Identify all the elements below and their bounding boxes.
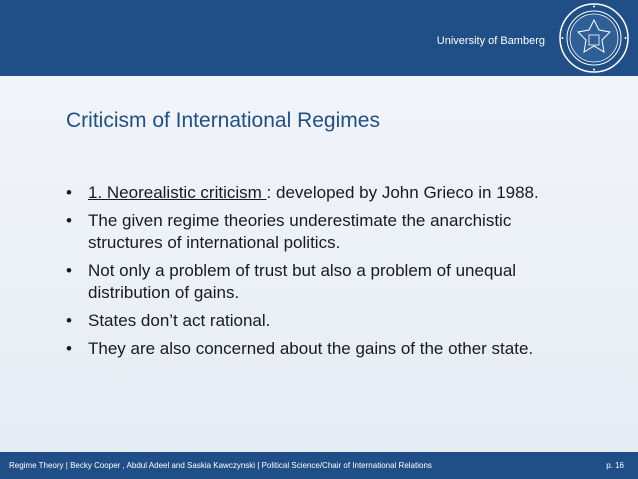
bullet-text: : developed by John Grieco in 1988.	[266, 183, 539, 202]
bullet-item	[66, 182, 586, 204]
bullet-text: States don’t act rational.	[88, 311, 271, 330]
bullet-marker: •	[66, 311, 72, 330]
bullet-list	[66, 182, 586, 366]
bullet-item	[66, 210, 586, 254]
university-name: University of Bamberg	[436, 35, 545, 47]
bullet-marker: •	[66, 339, 72, 358]
footer-bar	[0, 452, 638, 479]
bullet-text: The given regime theories underestimate the anarchistic structures of international politics.	[88, 211, 512, 252]
bullet-item	[66, 338, 586, 360]
bullet-text: They are also concerned about the gains of the other state.	[88, 339, 534, 358]
footer-text: Regime Theory | Becky Cooper , Abdul Adeel and Saskia Kawczynski | Political Science/Chair of International Relations	[9, 461, 432, 470]
bullet-marker: •	[66, 261, 72, 280]
university-seal-icon	[558, 2, 630, 74]
bullet-underlined-label: 1. Neorealistic criticism	[88, 183, 267, 202]
bullet-marker: •	[66, 183, 72, 202]
bullet-text: Not only a problem of trust but also a problem of unequal distribution of gains.	[88, 261, 517, 302]
page-number: p. 16	[606, 461, 624, 470]
bullet-marker: •	[66, 211, 72, 230]
slide-title: Criticism of International Regimes	[66, 109, 380, 132]
bullet-item	[66, 310, 586, 332]
header-bar	[0, 0, 638, 76]
bullet-item	[66, 260, 586, 304]
